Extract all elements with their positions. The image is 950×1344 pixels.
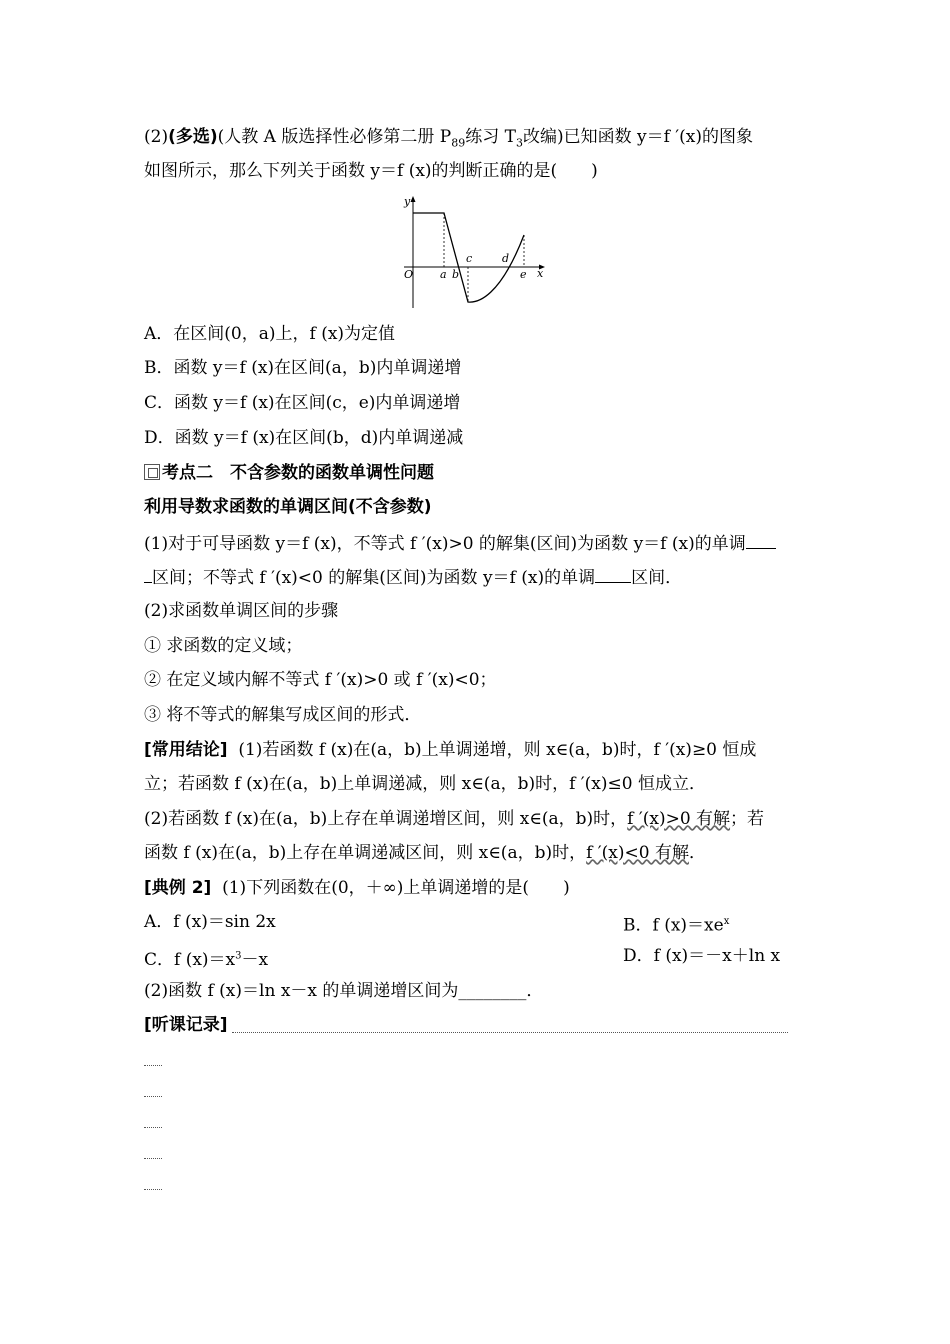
- label-b: b: [452, 268, 460, 281]
- conclusion-line-3: (2)若函数 f (x)在(a，b)上存在单调递增区间，则 x∈(a，b)时，f ′(x)>0 有解；若: [144, 809, 765, 829]
- answer-blank-1[interactable]: [746, 532, 776, 549]
- notes-line[interactable]: [144, 1096, 162, 1097]
- step-2: ② 在定义域内解不等式 f ′(x)>0 或 f ′(x)<0；: [144, 670, 497, 690]
- multi-select-tag: (多选): [168, 127, 218, 147]
- example-option-d: D．f (x)＝－x＋ln x: [623, 946, 781, 966]
- option-b: B．函数 y＝f (x)在区间(a，b)内单调递增: [144, 358, 462, 378]
- section-heading: 考点二 不含参数的函数单调性问题: [144, 463, 809, 483]
- conclusion-line-1: [常用结论] (1)若函数 f (x)在(a，b)上单调递增，则 x∈(a，b)时，f ′(x)≥0 恒成: [144, 740, 757, 760]
- option-c: C．函数 y＝f (x)在区间(c，e)内单调递增: [144, 393, 461, 413]
- y-axis-arrow: [411, 196, 416, 202]
- para1-line2: 区间；不等式 f ′(x)<0 的解集(区间)为函数 y＝f (x)的单调 区间．: [144, 566, 809, 588]
- answer-blank-2[interactable]: [595, 566, 631, 583]
- option-a: A．在区间(0，a)上，f (x)为定值: [144, 324, 396, 344]
- notes-line[interactable]: [144, 1158, 162, 1159]
- example-label: [典例 2]: [144, 878, 212, 898]
- label-e: e: [520, 268, 527, 281]
- notes-line[interactable]: [144, 1189, 162, 1190]
- example-options-row-1: [144, 912, 809, 936]
- notes-line[interactable]: [144, 1065, 162, 1066]
- step-3: ③ 将不等式的解集写成区间的形式．: [144, 705, 422, 725]
- problem-line-2: 如图所示，那么下列关于函数 y＝f (x)的判断正确的是( ): [144, 161, 598, 181]
- label-c: c: [466, 252, 473, 265]
- conclusion-label: [常用结论]: [144, 740, 228, 760]
- option-d: D．函数 y＝f (x)在区间(b，d)内单调递减: [144, 428, 464, 448]
- section-icon: [144, 464, 160, 480]
- notes-label: [听课记录]: [144, 1015, 228, 1035]
- label-o: O: [404, 268, 414, 281]
- derivative-graph: [396, 193, 556, 313]
- example-options-row-2: [144, 946, 809, 970]
- conclusion-line-2: 立；若函数 f (x)在(a，b)上单调递减，则 x∈(a，b)时，f ′(x)≤0 恒成立．: [144, 774, 706, 794]
- para2: (2)求函数单调区间的步骤: [144, 601, 339, 621]
- example-option-b: B．f $(x)=xe^x$: [623, 915, 730, 936]
- problem-line-1: (2)(多选)(人教 A 版选择性必修第二册 $P_{89}$练习 $T_3$改编)已知函数 y＝f ′(x)的图象: [144, 127, 754, 150]
- label-x: x: [537, 267, 544, 280]
- label-y: y: [404, 195, 411, 208]
- label-a: a: [440, 268, 447, 281]
- example-question-1: [典例 2] (1)下列函数在(0，＋∞)上单调递增的是( ): [144, 878, 570, 898]
- notes-line[interactable]: [144, 1127, 162, 1128]
- example-question-2: (2)函数 f (x)＝ln x－x 的单调递增区间为________．: [144, 981, 544, 1001]
- conclusion-line-4: 函数 f (x)在(a，b)上存在单调递减区间，则 x∈(a，b)时，f ′(x)<0 有解．: [144, 843, 706, 863]
- step-1: ① 求函数的定义域；: [144, 636, 303, 656]
- section-subheading: 利用导数求函数的单调区间(不含参数): [144, 497, 432, 517]
- example-option-c: C．f $(x)=x^3-x$: [144, 949, 269, 970]
- answer-blank-1-cont[interactable]: [144, 566, 152, 583]
- label-d: d: [502, 252, 510, 265]
- notes-line[interactable]: [232, 1032, 788, 1033]
- example-option-a: A．f (x)＝sin 2x: [144, 912, 276, 932]
- para1-line1: (1)对于可导函数 y＝f (x)，不等式 f ′(x)>0 的解集(区间)为函数 y＝f (x)的单调: [144, 532, 809, 554]
